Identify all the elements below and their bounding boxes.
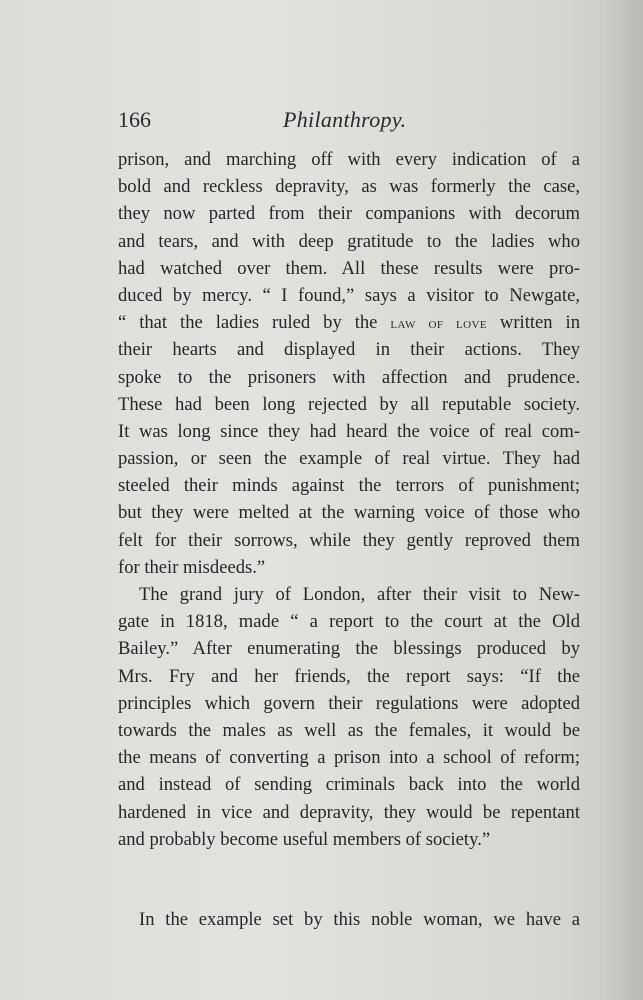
text-line: gate in 1818, made “ a report to the court at the Old bbox=[118, 611, 580, 633]
page-edge-shadow bbox=[603, 0, 643, 1000]
paragraph-2 bbox=[118, 581, 580, 853]
text-line: passion, or seen the example of real virtue. They had bbox=[118, 448, 580, 470]
text-line: prison, and marching off with every indication of a bbox=[118, 149, 580, 170]
text-line: spoke to the prisoners with affection and prudence. bbox=[118, 366, 580, 388]
text-line-segment: “ that the ladies ruled by the bbox=[118, 312, 378, 334]
text-line: Bailey.” After enumerating the blessings produced by bbox=[118, 638, 580, 660]
text-line bbox=[118, 309, 580, 336]
text-line: their hearts and displayed in their actions. They bbox=[118, 339, 580, 361]
text-line: and tears, and with deep gratitude to the ladies who bbox=[118, 230, 580, 252]
page-header bbox=[118, 107, 578, 137]
text-line: but they were melted at the warning voice of those who bbox=[118, 502, 580, 524]
text-line: bold and reckless depravity, as was formerly the case, bbox=[118, 176, 580, 198]
text-line: principles which govern their regulations were adopted bbox=[118, 692, 580, 714]
text-line: It was long since they had heard the voice of real com- bbox=[118, 420, 580, 442]
body-text bbox=[118, 146, 580, 853]
text-line: steeled their minds against the terrors of punishment; bbox=[118, 475, 580, 497]
text-line: the means of converting a prison into a school of reform; bbox=[118, 747, 580, 769]
text-line: hardened in vice and depravity, they would be repentant bbox=[118, 801, 580, 823]
text-line: These had been long rejected by all reputable society. bbox=[118, 393, 580, 415]
text-line: they now parted from their companions with decorum bbox=[118, 203, 580, 225]
text-line: and instead of sending criminals back into the world bbox=[118, 774, 580, 796]
text-line: felt for their sorrows, while they gently reproved them bbox=[118, 529, 580, 551]
text-line-segment: written in bbox=[499, 312, 581, 334]
text-line: In the example set by this noble woman, we have a bbox=[139, 909, 580, 930]
small-caps-phrase: law of love bbox=[390, 315, 487, 333]
text-line: duced by mercy. “ I found,” says a visitor to Newgate, bbox=[118, 284, 580, 306]
text-line: The grand jury of London, after their visit to New- bbox=[139, 584, 580, 605]
paragraph-3 bbox=[118, 906, 580, 933]
text-line: towards the males as well as the females, it would be bbox=[118, 719, 580, 741]
text-line: had watched over them. All these results were pro- bbox=[118, 257, 580, 279]
text-line: Mrs. Fry and her friends, the report says: “If the bbox=[118, 665, 580, 687]
running-title: Philanthropy. bbox=[283, 107, 407, 132]
text-line: and probably become useful members of society.” bbox=[118, 828, 491, 850]
paragraph-1 bbox=[118, 146, 580, 581]
page-number: 166 bbox=[118, 107, 151, 132]
text-line: for their misdeeds.” bbox=[118, 556, 266, 578]
